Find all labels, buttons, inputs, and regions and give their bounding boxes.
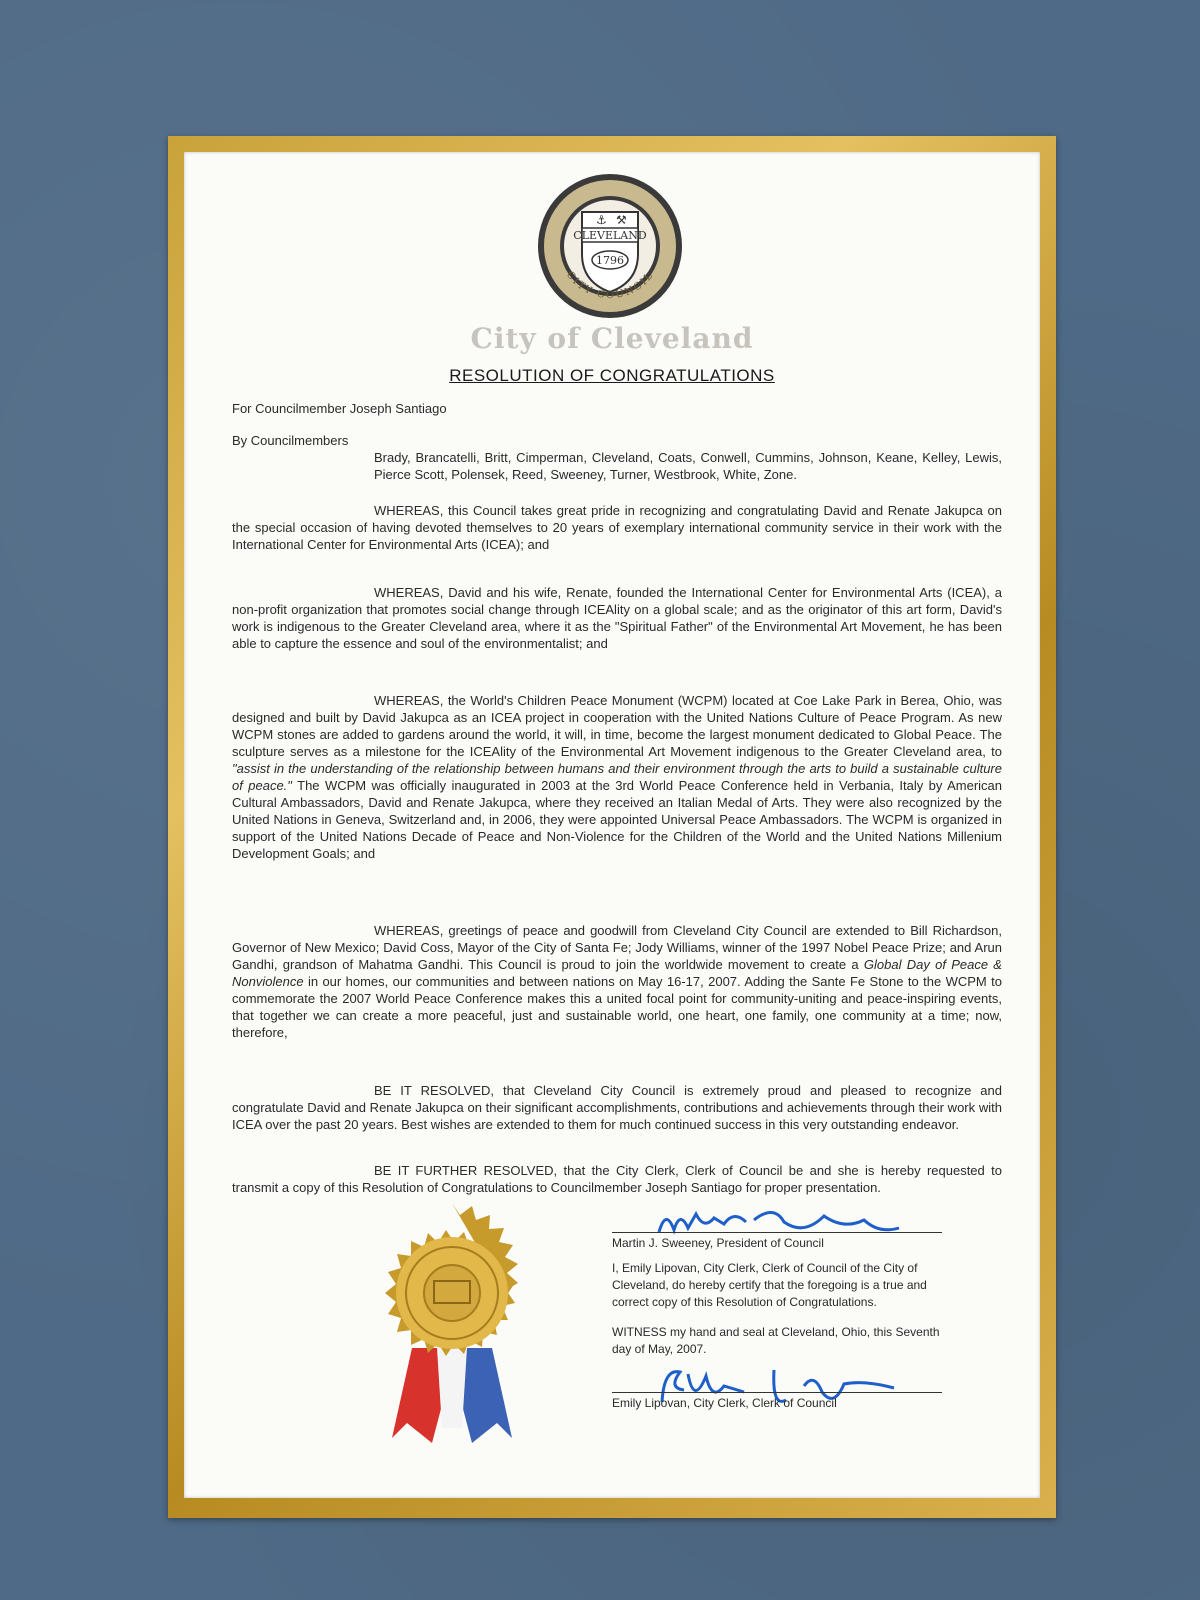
seal-text-year: 1796 <box>596 254 624 267</box>
paragraph-text: WHEREAS, greetings of peace and goodwill from Cleveland City Council are extended to Bill Richardson, Governor of New Mexico; David Coss, Mayor of the City of Santa Fe; Jody Williams, winner of the 1997 Nobel Peace Prize; and Arun Gandhi, grandson of Mahatma Gandhi. This Council is proud to join the worldwide movement to create a <box>232 923 1002 972</box>
whereas-paragraph-3 <box>232 692 1002 862</box>
president-name: Martin J. Sweeney, President of Council <box>612 1232 942 1252</box>
city-name-heading: City of Cleveland <box>470 322 754 355</box>
seal-text-council: CITY COUNCIL <box>563 269 657 302</box>
resolution-document <box>184 152 1040 1498</box>
intro-line: For Councilmember Joseph Santiago <box>232 401 447 416</box>
svg-text:⚓: ⚓ <box>596 213 607 227</box>
by-label: By Councilmembers <box>232 433 349 448</box>
president-signature-block <box>612 1206 942 1252</box>
page-title <box>184 366 1040 386</box>
further-resolved-paragraph <box>232 1162 1002 1196</box>
svg-text:⚒: ⚒ <box>616 213 627 227</box>
paragraph-text: WHEREAS, David and his wife, Renate, founded the International Center for Environmental Arts (ICEA), a non-profit organization that promotes social change through ICEAlity on a global scale; and as the originator of this art form, David's work is indigenous to the Greater Cleveland area, where it as the "Spiritual Father" of the Environmental Art Movement, he has been able to capture the essence and soul of the environmentalist; and <box>232 585 1002 651</box>
resolution-title: RESOLUTION OF CONGRATULATIONS <box>449 366 775 385</box>
clerk-name: Emily Lipovan, City Clerk, Clerk of Council <box>612 1392 942 1412</box>
whereas-paragraph-4 <box>232 922 1002 1041</box>
whereas-paragraph-1 <box>232 502 1002 553</box>
councilmembers-list <box>232 432 1002 483</box>
clerk-certification: I, Emily Lipovan, City Clerk, Clerk of Council of the City of Cleveland, do hereby certify that the foregoing is a true and correct copy of this Resolution of Congratulations. <box>612 1261 927 1309</box>
paragraph-text: BE IT FURTHER RESOLVED, that the City Clerk, Clerk of Council be and she is hereby requested to transmit a copy of this Resolution of Congratulations to Councilmember Joseph Santiago for proper presentation. <box>232 1163 1002 1195</box>
paragraph-quote: "assist in the understanding of the relationship between humans and their environment through the arts to build a sustainable culture of peace." <box>232 761 1002 793</box>
seal-text-cleveland: CLEVELAND <box>573 229 647 242</box>
witness-statement: WITNESS my hand and seal at Cleveland, Ohio, this Seventh day of May, 2007. <box>612 1325 940 1356</box>
paragraph-text: WHEREAS, the World's Children Peace Monument (WCPM) located at Coe Lake Park in Berea, Ohio, was designed and built by David Jakupca as an ICEA project in cooperation with the United Nations Culture of Peace Program. As new WCPM stones are added to gardens around the world, it will, in time, become the largest monument dedicated to Global Peace. The sculpture serves as a milestone for the ICEAlity of the Environmental Art Movement indigenous to the Greater Cleveland area, to <box>232 693 1002 759</box>
paragraph-text: The WCPM was officially inaugurated in 2003 at the 3rd World Peace Conference held in Verbania, Italy by American Cultural Ambassadors, David and Renate Jakupca, where they received an Italian Medal of Arts. They were also recognized by the United Nations in Geneva, Switzerland and, in 2006, they were appointed Universal Peace Ambassadors. The WCPM is organized in support of the United Nations Decade of Peace and Non-Violence for the Children of the World and the United Nations Millenium Development Goals; and <box>232 778 1002 861</box>
paragraph-text: in our homes, our communities and between nations on May 16-17, 2007. Adding the Sante Fe Stone to the WCPM to commemorate the 2007 World Peace Conference makes this a united focal point for community-uniting and peace-inspiring events, that together we can create a more peaceful, just and sustainable world, one heart, one family, one community at a time; now, therefore, <box>232 974 1002 1040</box>
paragraph-text: WHEREAS, this Council takes great pride in recognizing and congratulating David and Renate Jakupca on the special occasion of having devoted themselves to 20 years of exemplary international community service in their work with the International Center for Environmental Arts (ICEA); and <box>232 503 1002 552</box>
clerk-signature-block <box>612 1366 942 1412</box>
paragraph-italic: Global Day of Peace & Nonviolence <box>232 957 1002 989</box>
gold-seal-ribbon-icon <box>352 1198 552 1448</box>
councilmember-names: Brady, Brancatelli, Britt, Cimperman, Cleveland, Coats, Conwell, Cummins, Johnson, Keane, Kelley, Lewis, Pierce Scott, Polensek, Reed, Sweeney, Turner, Westbrook, White, Zone. <box>374 450 1002 482</box>
resolved-paragraph <box>232 1082 1002 1133</box>
whereas-paragraph-2 <box>232 584 1002 652</box>
city-council-seal-icon <box>536 172 684 320</box>
paragraph-text: BE IT RESOLVED, that Cleveland City Council is extremely proud and pleased to recognize and congratulate David and Renate Jakupca on their significant accomplishments, contributions and achievements through their work with ICEA over the past 20 years. Best wishes are extended to them for much continued success in this very outstanding endeavor. <box>232 1083 1002 1132</box>
